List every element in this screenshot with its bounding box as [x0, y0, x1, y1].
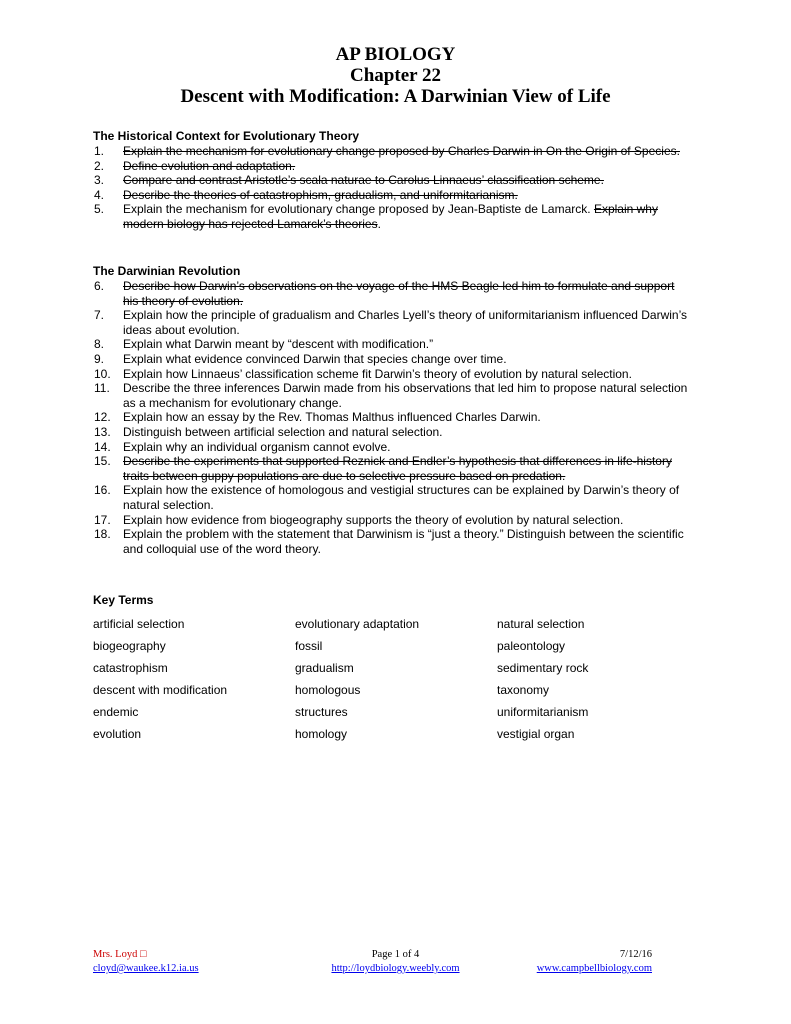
objective-item — [93, 144, 693, 159]
objective-item — [93, 352, 693, 367]
objective-number: 18. — [94, 527, 111, 542]
objective-item — [93, 454, 693, 483]
course-title: AP BIOLOGY — [335, 44, 456, 65]
objective-item — [93, 440, 693, 455]
footer-email-link[interactable]: cloyd@waukee.k12.ia.us — [93, 963, 199, 974]
objective-number: 17. — [94, 512, 111, 527]
objective-item — [93, 425, 693, 440]
objective-number: 14. — [94, 439, 111, 454]
footer-page-number: Page 1 of 4 — [371, 949, 420, 960]
objective-item — [93, 188, 693, 203]
objective-number: 5. — [94, 202, 105, 217]
objective-item — [93, 527, 693, 556]
objective-text: Define evolution and adaptation. — [123, 158, 296, 173]
objective-number: 8. — [94, 337, 105, 352]
objective-number: 12. — [94, 410, 111, 425]
key-term: taxonomy — [497, 682, 550, 697]
title-block — [0, 44, 791, 107]
objective-item — [93, 308, 693, 337]
objective-text — [123, 202, 658, 231]
objective-number: 6. — [94, 279, 105, 293]
objective-text: Explain how Linnaeus’ classification scheme fit Darwin’s theory of evolution by natural selection. — [123, 366, 632, 381]
objective-item — [93, 513, 693, 528]
objective-number: 1. — [94, 144, 105, 158]
objective-text: Describe the experiments that supported Reznick and Endler’s hypothesis that differences in life-history traits between guppy populations are due to selective pressure based on predation. — [123, 454, 672, 483]
objective-number: 3. — [94, 173, 105, 188]
objective-text: Explain how the existence of homologous and vestigial structures can be explained by Darwin’s theory of natural selection. — [123, 483, 680, 512]
objective-text: Describe how Darwin’s observations on the voyage of the HMS Beagle led him to formulate and support his theory of evolution. — [123, 279, 675, 308]
objective-text: Describe the theories of catastrophism, gradualism, and uniformitarianism. — [123, 187, 518, 202]
chapter-title: Chapter 22 — [350, 65, 441, 86]
key-term: endemic — [93, 704, 139, 719]
objective-number: 7. — [94, 308, 105, 323]
objective-list-darwinian — [93, 279, 693, 556]
objective-item — [93, 367, 693, 382]
chapter-subtitle: Descent with Modification: A Darwinian View of Life — [180, 86, 611, 107]
objective-text: Explain how an essay by the Rev. Thomas Malthus influenced Charles Darwin. — [123, 410, 541, 425]
objective-text: Explain why an individual organism cannot evolve. — [123, 439, 391, 454]
objective-text: Explain the mechanism for evolutionary change proposed by Charles Darwin in On the Origin of Species. — [123, 144, 680, 158]
key-term: fossil — [295, 638, 323, 653]
objective-item — [93, 483, 693, 512]
key-term: sedimentary rock — [497, 660, 589, 675]
objective-text: Compare and contrast Aristotle’s scala naturae to Carolus Linnaeus’ classification scheme. — [123, 173, 604, 188]
key-term: paleontology — [497, 638, 566, 653]
objective-number: 16. — [94, 483, 111, 498]
objective-number: 10. — [94, 366, 111, 381]
objective-text-struck: Explain why modern biology has rejected Lamarck’s theories — [123, 202, 658, 231]
key-term: biogeography — [93, 638, 166, 653]
footer-date: 7/12/16 — [619, 949, 652, 960]
key-terms-grid — [93, 617, 713, 742]
objective-item — [93, 410, 693, 425]
key-term: homology — [295, 726, 348, 741]
footer-campbell-link[interactable]: www.campbellbiology.com — [536, 963, 652, 974]
objective-text: Explain what Darwin meant by “descent with modification.” — [123, 337, 434, 352]
key-term: catastrophism — [93, 660, 168, 675]
objective-text: Describe the three inferences Darwin made from his observations that led him to propose natural selection as a mechanism for evolutionary change. — [123, 381, 688, 410]
objective-item — [93, 202, 693, 231]
objective-text: Explain what evidence convinced Darwin that species change over time. — [123, 351, 507, 366]
objective-text-tail: . — [377, 216, 381, 231]
objective-list-historical — [93, 144, 693, 232]
objective-item — [93, 173, 693, 188]
key-term: vestigial organ — [497, 726, 575, 741]
key-term: gradualism — [295, 660, 354, 675]
objective-number: 11. — [94, 381, 110, 396]
key-term: natural selection — [497, 617, 585, 631]
key-term: descent with modification — [93, 682, 228, 697]
objective-number: 13. — [94, 424, 111, 439]
objective-number: 15. — [94, 454, 111, 469]
key-term: homologous — [295, 682, 361, 697]
objective-text: Explain how the principle of gradualism and Charles Lyell’s theory of uniformitarianism influenced Darwin’s ideas about evolution. — [123, 308, 688, 337]
objective-item — [93, 279, 693, 308]
objective-item — [93, 337, 693, 352]
footer-author: Mrs. Loyd □ — [93, 949, 147, 960]
key-term: artificial selection — [93, 617, 185, 631]
section-heading-historical: The Historical Context for Evolutionary Theory — [93, 129, 360, 143]
key-terms-section — [93, 593, 713, 742]
key-term: evolution — [93, 726, 142, 741]
key-term: uniformitarianism — [497, 704, 589, 719]
objective-text-plain: Explain the mechanism for evolutionary change proposed by Jean-Baptiste de Lamarck. — [123, 202, 594, 217]
objective-number: 9. — [94, 351, 105, 366]
objective-number: 2. — [94, 158, 105, 173]
key-term: structures — [295, 704, 348, 719]
section-heading-darwinian: The Darwinian Revolution — [93, 264, 241, 278]
key-term: evolutionary adaptation — [295, 617, 420, 631]
objective-text: Explain how evidence from biogeography supports the theory of evolution by natural selection. — [123, 512, 624, 527]
objective-number: 4. — [94, 187, 105, 202]
footer-site-link[interactable]: http://loydbiology.weebly.com — [331, 963, 460, 974]
key-terms-heading: Key Terms — [93, 593, 154, 607]
objective-item — [93, 159, 693, 174]
footer-glyph-icon: □ — [139, 949, 147, 960]
objective-text: Distinguish between artificial selection and natural selection. — [123, 424, 443, 439]
objective-text: Explain the problem with the statement that Darwinism is “just a theory.” Distinguish between the scientific and colloquial use of the word theory. — [123, 527, 684, 556]
objective-item — [93, 381, 693, 410]
